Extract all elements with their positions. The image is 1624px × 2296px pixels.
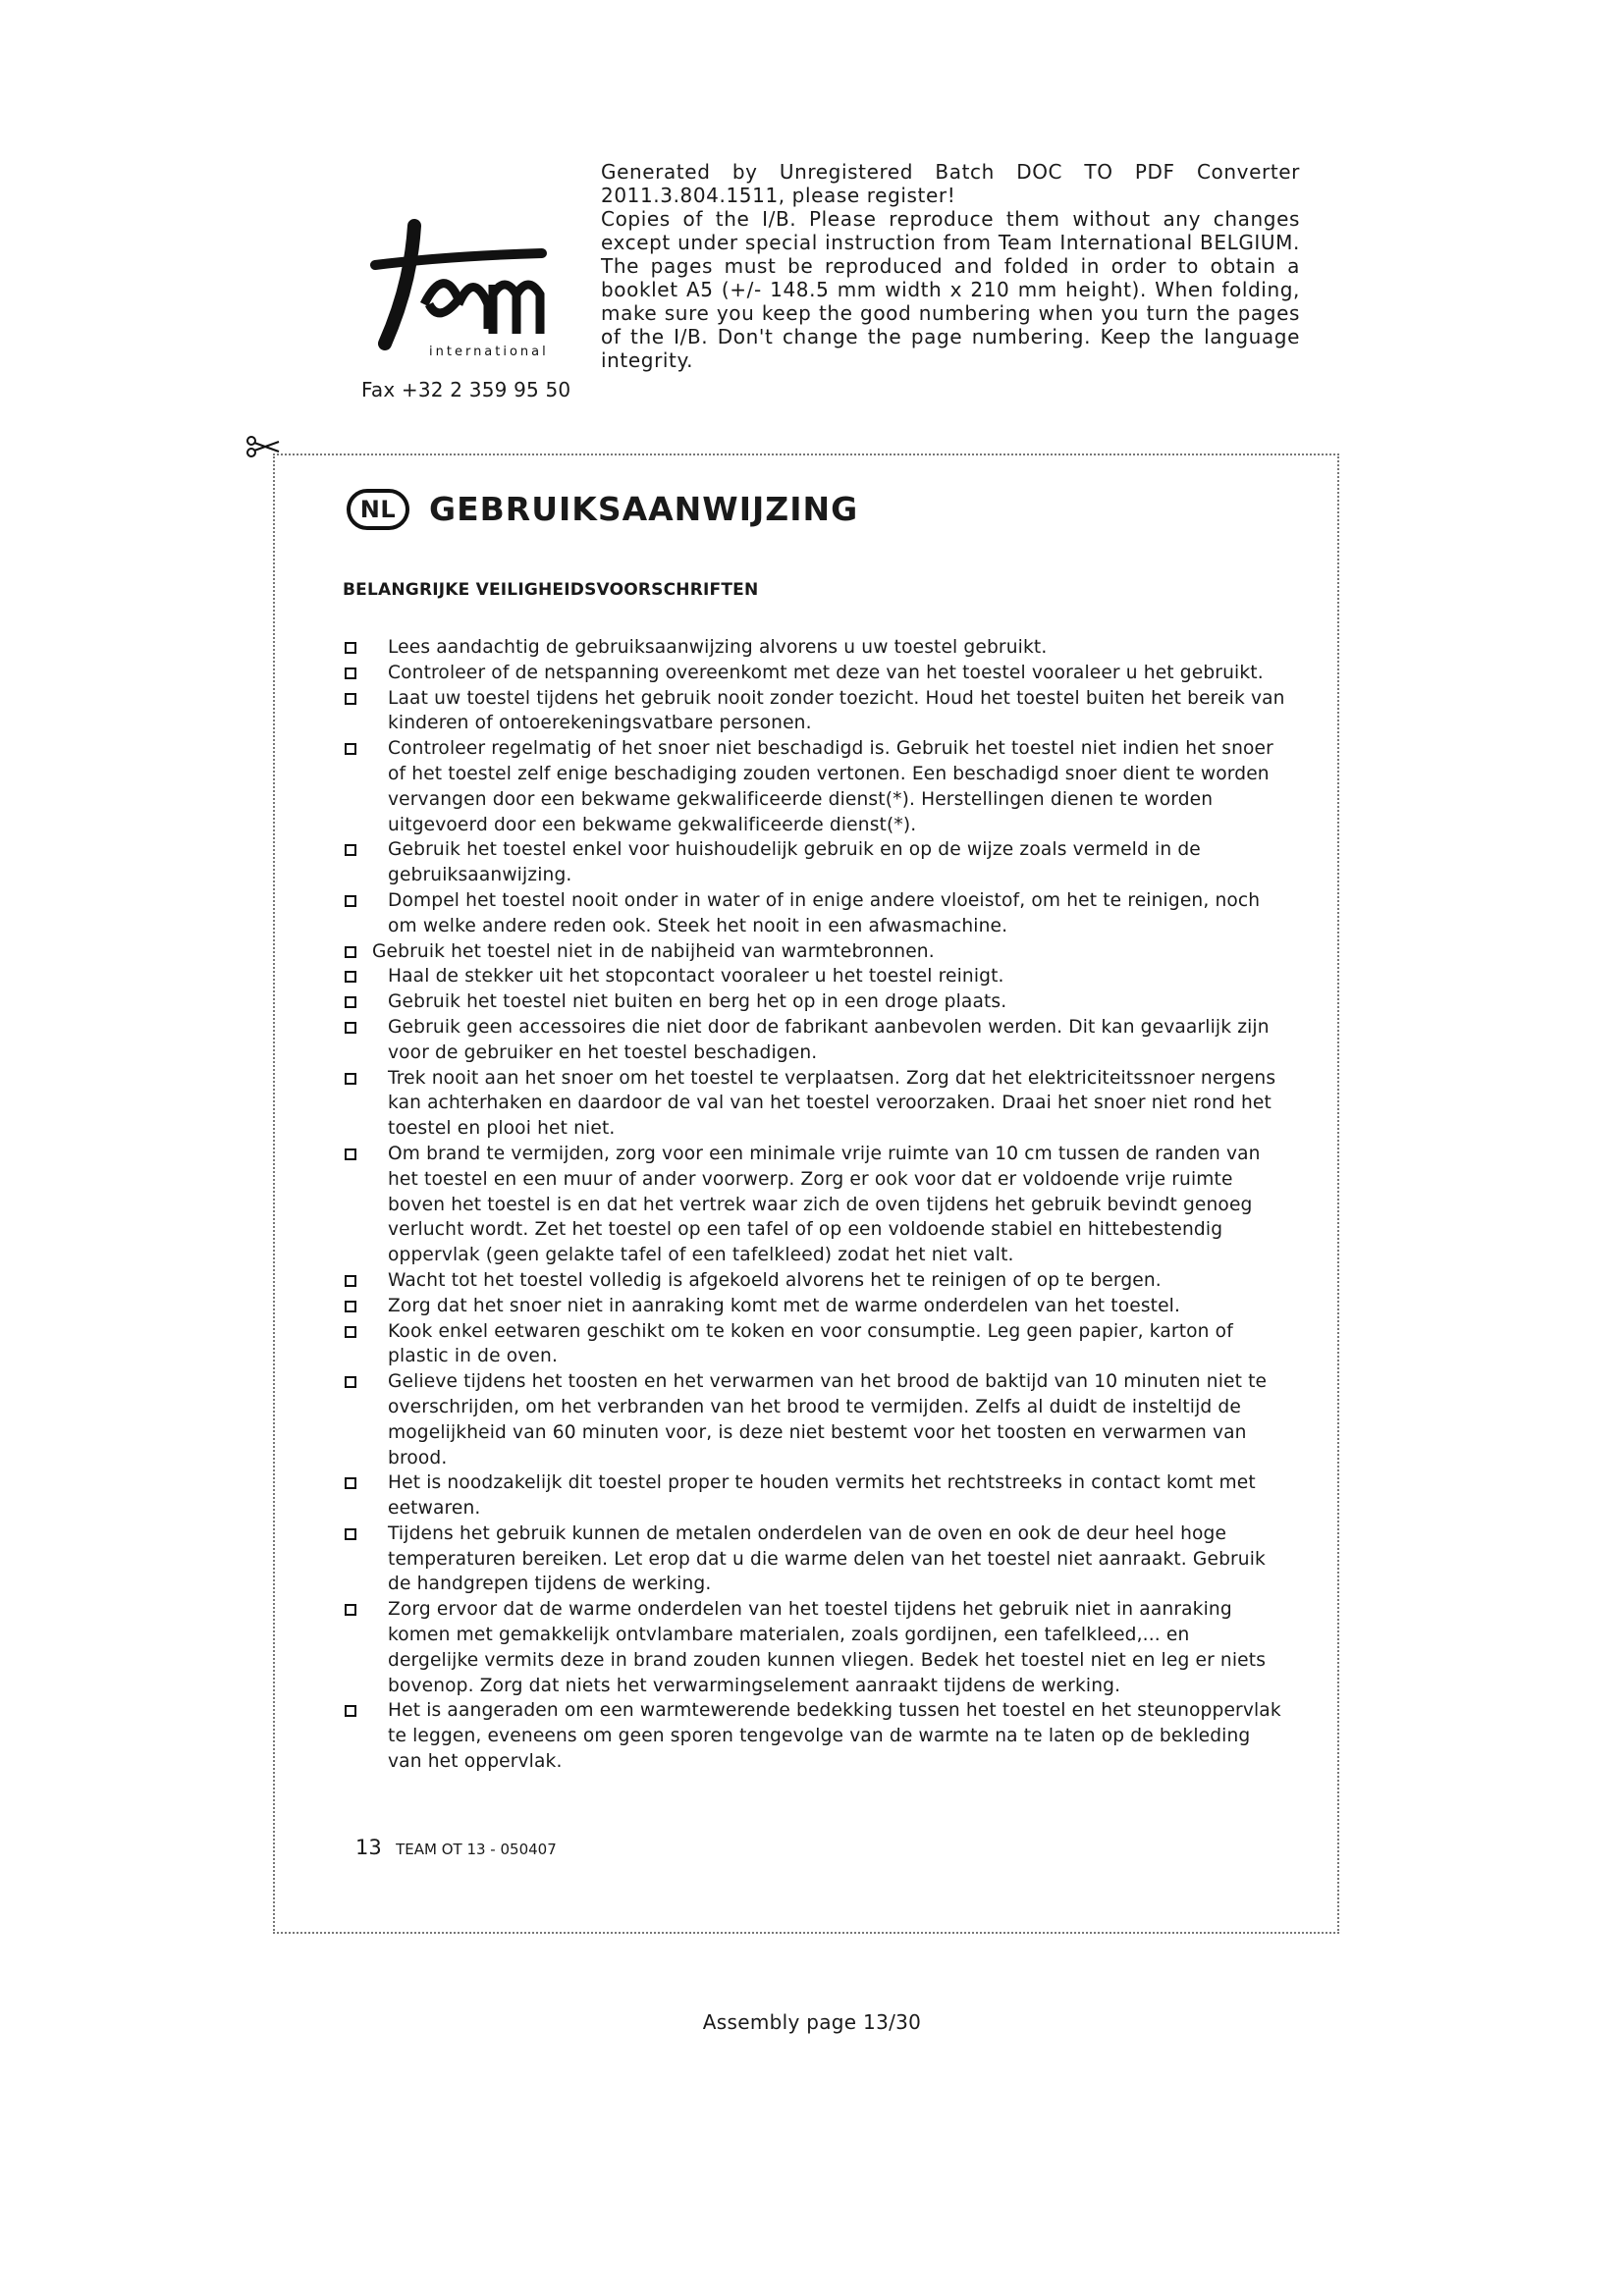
list-item: Het is aangeraden om een warmtewerende bedekking tussen het toestel en het steunoppervlak te leggen, eveneens om geen sporen tengevolge van de warmte na te laten op de bekleding van het oppervlak. bbox=[343, 1698, 1285, 1774]
safety-rules-list bbox=[343, 635, 1285, 1775]
team-international-logo bbox=[355, 206, 562, 363]
list-item: Controleer regelmatig of het snoer niet beschadigd is. Gebruik het toestel niet indien het snoer of het toestel zelf enige beschadiging zouden vertonen. Een beschadigd snoer dient te worden vervangen door een bekwame gekwalificeerde dienst(*). Herstellingen dienen te worden uitgevoerd door een bekwame gekwalificeerde dienst(*). bbox=[343, 736, 1285, 837]
language-badge: NL bbox=[347, 489, 409, 530]
page-footer bbox=[355, 1836, 557, 1859]
list-item: Controleer of de netspanning overeenkomt met deze van het toestel vooraleer u het gebruikt. bbox=[343, 661, 1285, 686]
list-item: Gebruik het toestel niet in de nabijheid van warmtebronnen. bbox=[343, 939, 1285, 965]
converter-notice bbox=[601, 160, 1300, 372]
list-item: Laat uw toestel tijdens het gebruik nooit zonder toezicht. Houd het toestel buiten het bereik van kinderen of ontoerekeningsvatbare personen. bbox=[343, 686, 1285, 737]
assembly-page-label: Assembly page 13/30 bbox=[702, 2010, 922, 2034]
list-item: Om brand te vermijden, zorg voor een minimale vrije ruimte van 10 cm tussen de randen van het toestel en een muur of ander voorwerp. Zorg er ook voor dat er voldoende vrije ruimte boven het toestel is en dat het vertrek waar zich de oven tijdens het gebruik bevindt genoeg verlucht wordt. Zet het toestel op een tafel of op een voldoende stabiel en hittebestendig oppervlak (geen gelakte tafel of een tafelkleed) zodat het niet valt. bbox=[343, 1142, 1285, 1268]
list-item: Zorg ervoor dat de warme onderdelen van het toestel tijdens het gebruik niet in aanraking komen met gemakkelijk ontvlambare materialen, zoals gordijnen, een tafelkleed,... en dergelijke vermits deze in brand zouden kunnen vliegen. Bedek het toestel niet en leg er niets bovenop. Zorg dat niets het verwarmingselement aanraakt tijdens de werking. bbox=[343, 1597, 1285, 1698]
logo-subtext: international bbox=[429, 345, 549, 359]
list-item: Gebruik het toestel enkel voor huishoudelijk gebruik en op de wijze zoals vermeld in de gebruiksaanwijzing. bbox=[343, 837, 1285, 888]
section-heading: BELANGRIJKE VEILIGHEIDSVOORSCHRIFTEN bbox=[343, 580, 759, 600]
page-number: 13 bbox=[355, 1836, 382, 1859]
list-item: Haal de stekker uit het stopcontact vooraleer u het toestel reinigt. bbox=[343, 964, 1285, 989]
list-item: Gelieve tijdens het toosten en het verwarmen van het brood de baktijd van 10 minuten niet te overschrijden, om het verbranden van het brood te vermijden. Zelfs al duidt de insteltijd de mogelijkheid van 60 minuten voor, is deze niet bestemt voor het toosten en verwarmen van brood. bbox=[343, 1369, 1285, 1470]
page-title: GEBRUIKSAANWIJZING bbox=[429, 490, 859, 528]
converter-line: Generated by Unregistered Batch DOC TO PDF Converter 2011.3.804.1511, please register! bbox=[601, 160, 1300, 207]
list-item: Het is noodzakelijk dit toestel proper te houden vermits het rechtstreeks in contact komt met eetwaren. bbox=[343, 1470, 1285, 1522]
fax-number: Fax +32 2 359 95 50 bbox=[361, 378, 571, 401]
list-item: Kook enkel eetwaren geschikt om te koken en voor consumptie. Leg geen papier, karton of plastic in de oven. bbox=[343, 1319, 1285, 1370]
list-item: Wacht tot het toestel volledig is afgekoeld alvorens het te reinigen of op te bergen. bbox=[343, 1268, 1285, 1294]
list-item: Gebruik geen accessoires die niet door de fabrikant aanbevolen werden. Dit kan gevaarlijk zijn voor de gebruiker en het toestel beschadigen. bbox=[343, 1015, 1285, 1066]
model-code: TEAM OT 13 - 050407 bbox=[396, 1841, 557, 1858]
list-item: Zorg dat het snoer niet in aanraking komt met de warme onderdelen van het toestel. bbox=[343, 1294, 1285, 1319]
list-item: Gebruik het toestel niet buiten en berg het op in een droge plaats. bbox=[343, 989, 1285, 1015]
reproduction-instructions: Copies of the I/B. Please reproduce them without any changes except under special instruction from Team International BELGIUM. The pages must be reproduced and folded in order to obtain a booklet A5 (+/- 148.5 mm width x 210 mm height). When folding, make sure you keep the good numbering when you turn the pages of the I/B. Don't change the page numbering. Keep the language integrity. bbox=[601, 207, 1300, 372]
list-item: Dompel het toestel nooit onder in water of in enige andere vloeistof, om het te reinigen, noch om welke andere reden ook. Steek het nooit in een afwasmachine. bbox=[343, 888, 1285, 939]
list-item: Lees aandachtig de gebruiksaanwijzing alvorens u uw toestel gebruikt. bbox=[343, 635, 1285, 661]
list-item: Trek nooit aan het snoer om het toestel te verplaatsen. Zorg dat het elektriciteitssnoer nergens kan achterhaken en daardoor de val van het toestel veroorzaken. Draai het snoer niet rond het toestel en plooi het niet. bbox=[343, 1066, 1285, 1142]
list-item: Tijdens het gebruik kunnen de metalen onderdelen van de oven en ook de deur heel hoge temperaturen bereiken. Let erop dat u die warme delen van het toestel niet aanraakt. Gebruik de handgrepen tijdens de werking. bbox=[343, 1522, 1285, 1597]
